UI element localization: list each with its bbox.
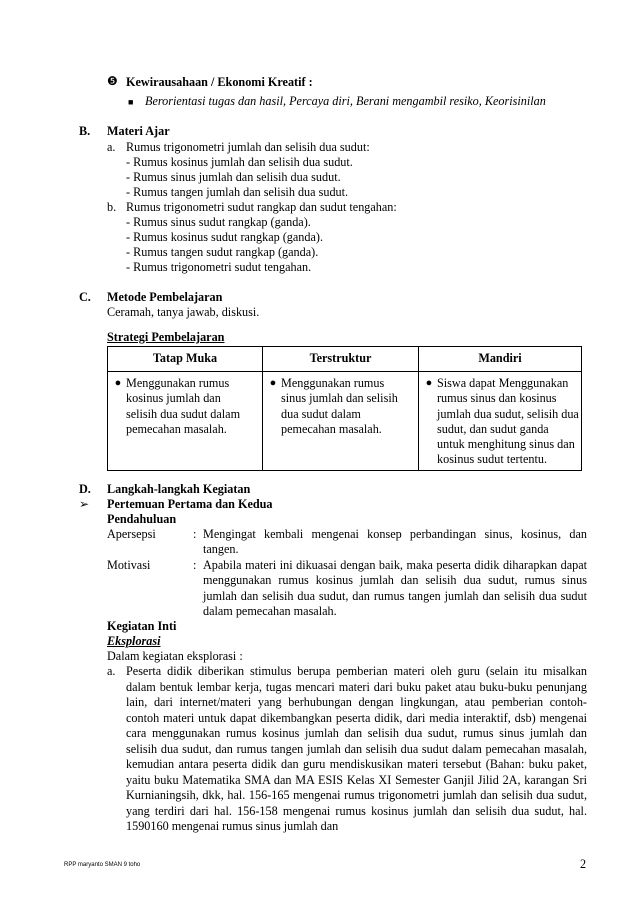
bullet-icon: ● <box>269 377 277 389</box>
page-number: 2 <box>580 857 587 871</box>
colon: : <box>193 558 197 572</box>
list-label-b: b. <box>107 200 117 214</box>
section-d-title: Langkah-langkah Kegiatan <box>107 482 251 496</box>
table-cell <box>108 372 263 471</box>
motivasi-label: Motivasi <box>107 558 151 572</box>
list-item: - Rumus kosinus sudut rangkap (ganda). <box>126 230 324 244</box>
list-item: - Rumus sinus sudut rangkap (ganda). <box>126 215 311 229</box>
list-item: - Rumus kosinus jumlah dan selisih dua sudut. <box>126 155 353 169</box>
table-header-terstruktur: Terstruktur <box>263 347 419 372</box>
bullet-icon: ● <box>114 377 122 389</box>
kegiatan-inti-title: Kegiatan Inti <box>107 619 177 633</box>
list-item: - Rumus sinus jumlah dan selisih dua sudut. <box>126 170 341 184</box>
table-cell <box>263 372 419 471</box>
kewirausahaan-heading: Kewirausahaan / Ekonomi Kreatif : <box>126 75 313 89</box>
table-header-tatap-muka: Tatap Muka <box>108 347 263 372</box>
table-cell-text: Menggunakan rumus kosinus jumlah dan selisih dua sudut dalam pemecahan masalah. <box>126 376 241 436</box>
table-cell-text: Siswa dapat Menggunakan rumus sinus dan kosinus jumlah dua sudut, selisih dua sudut, dan sudut ganda untuk menghitung sinus dan kosinus sudut tertentu. <box>437 376 579 467</box>
list-text-b: Rumus trigonometri sudut rangkap dan sudut tengahan: <box>126 200 397 214</box>
eksplorasi-intro: Dalam kegiatan eksplorasi : <box>107 649 243 663</box>
list-item: - Rumus tangen jumlah dan selisih dua sudut. <box>126 185 349 199</box>
pendahuluan-title: Pendahuluan <box>107 512 177 526</box>
table-cell-text: Menggunakan rumus sinus jumlah dan selisih dua sudut dalam pemecahan masalah. <box>281 376 398 436</box>
list-label-a: a. <box>107 140 116 154</box>
list-item: - Rumus trigonometri sudut tengahan. <box>126 260 312 274</box>
strategy-table <box>107 346 582 471</box>
section-d-letter: D. <box>79 482 91 496</box>
section-b-letter: B. <box>79 124 91 138</box>
footer-left: RPP maryanto SMAN 9 toho <box>64 862 141 868</box>
motivasi-text: Apabila materi ini dikuasai dengan baik, maka peserta didik diharapkan dapat menggunakan rumus kosinus jumlah dan selisih dua sudut, rumus sinus jumlah dan selisih dua sudut, dan rumus tangen jumlah dan selisih dua sudut dalam pemecahan masalah. <box>203 558 587 618</box>
eksplorasi-item-a: Peserta didik diberikan stimulus berupa pemberian materi oleh guru (selain itu misalkan dalam bentuk lembar kerja, tugas mencari materi dari buku paket atau buku-buku penunjang lain, dari internet/materi yang berhubungan dengan lingkungan, atau pemberian contoh-contoh materi untuk dapat dikembangkan peserta didik, dari media interaktif, dsb) mengenai cara menggunakan rumus kosinus jumlah dan selisih dua sudut, rumus sinus jumlah dan selisih dua sudut, dan rumus tangen jumlah dan selisih dua sudut dalam pemecahan masalah, kemudian antara peserta didik dan guru mendiskusikan materi tersebut (Bahan: buku paket, yaitu buku Matematika SMA dan MA ESIS Kelas XI Semester Ganjil Jilid 2A, karangan Sri Kurnianingsih, dkk, hal. 156-165 mengenai rumus trigonometri jumlah dan selisih dua sudut, yang terdiri dari hal. 156-158 mengenai rumus kosinus jumlah dan selisih dua sudut, hal. 1590160 mengenai rumus sinus jumlah dan <box>126 664 587 833</box>
arrow-bullet-icon: ➢ <box>79 497 90 511</box>
list-text-a: Rumus trigonometri jumlah dan selisih dua sudut: <box>126 140 370 154</box>
apersepsi-text: Mengingat kembali mengenai konsep perbandingan sinus, kosinus, dan tangen. <box>203 527 587 557</box>
list-item: - Rumus tangen sudut rangkap (ganda). <box>126 245 319 259</box>
kewirausahaan-marker: ❺ <box>107 74 118 88</box>
kewirausahaan-text: Berorientasi tugas dan hasil, Percaya diri, Berani mengambil resiko, Keorisinilan <box>145 94 546 108</box>
bullet-icon: ● <box>425 377 433 389</box>
section-b-title: Materi Ajar <box>107 124 170 138</box>
section-c-letter: C. <box>79 290 91 304</box>
list-label-a: a. <box>107 664 116 678</box>
section-c-text: Ceramah, tanya jawab, diskusi. <box>107 305 260 319</box>
table-cell <box>419 372 582 471</box>
apersepsi-label: Apersepsi <box>107 527 156 541</box>
section-c-title: Metode Pembelajaran <box>107 290 223 304</box>
table-header-mandiri: Mandiri <box>419 347 582 372</box>
eksplorasi-title: Eksplorasi <box>107 634 161 648</box>
colon: : <box>193 527 197 541</box>
square-bullet-icon: ■ <box>128 97 134 107</box>
strategy-title: Strategi Pembelajaran <box>107 330 225 344</box>
meeting-title: Pertemuan Pertama dan Kedua <box>107 497 273 511</box>
